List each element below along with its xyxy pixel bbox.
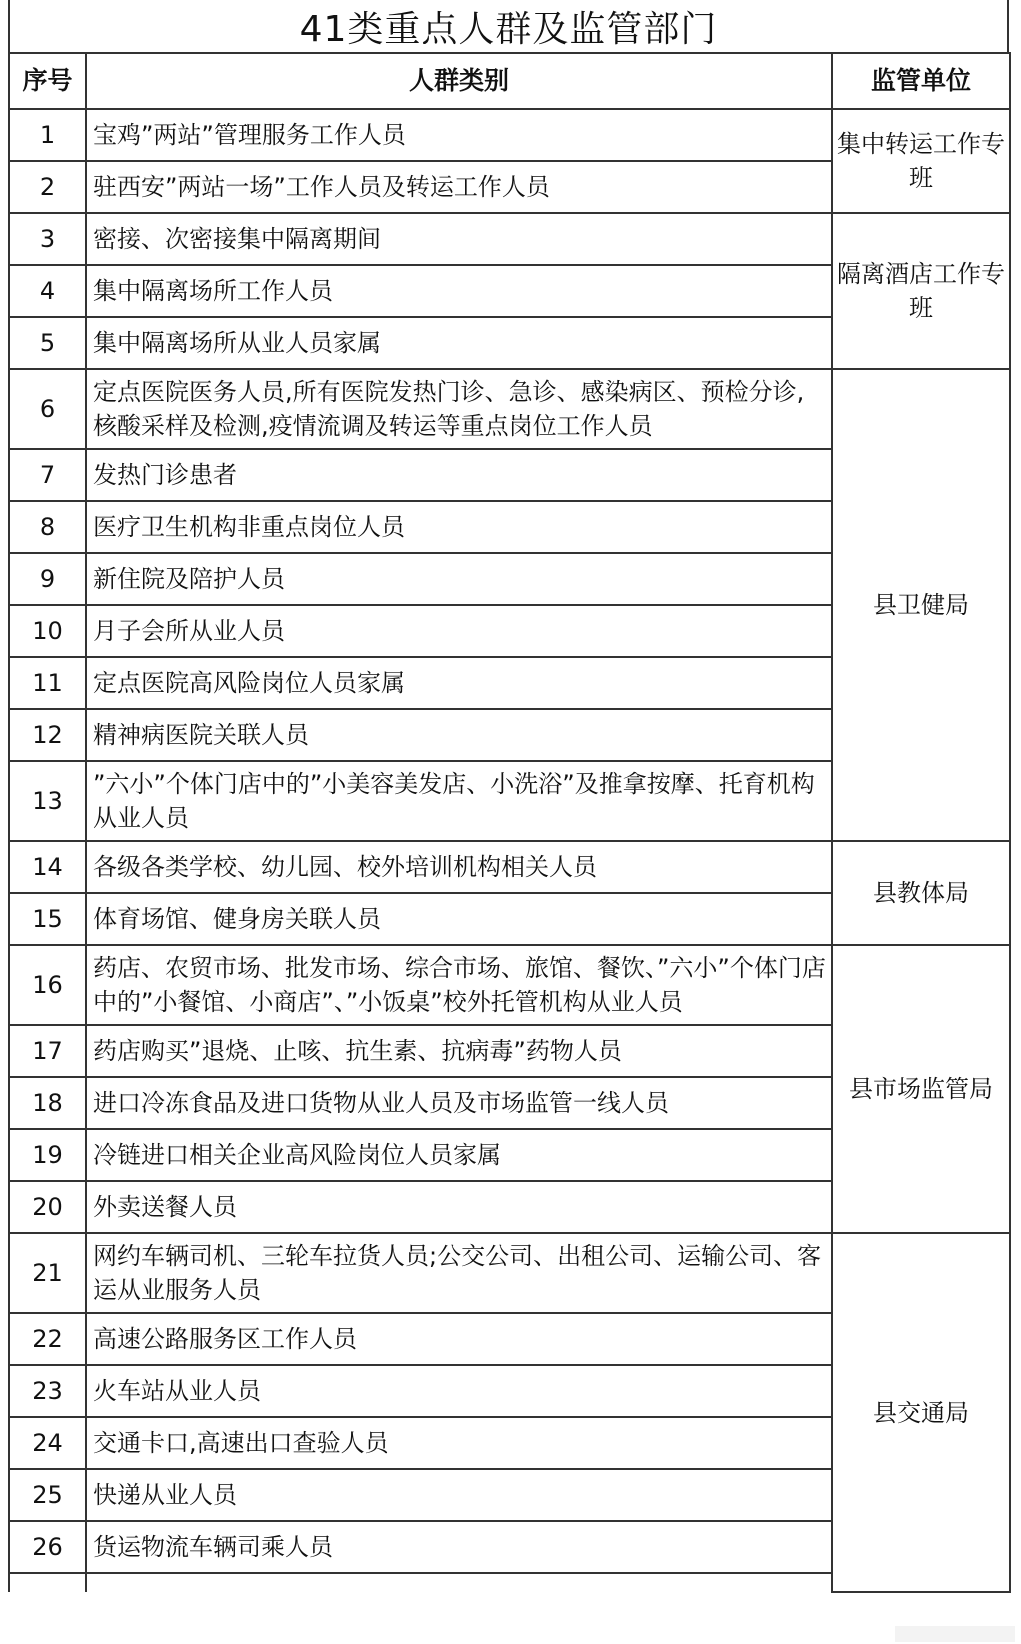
table-row: [9, 109, 1010, 161]
row-number: 23: [9, 1365, 86, 1417]
row-category: 月子会所从业人员: [86, 605, 832, 657]
row-number: 1: [9, 109, 86, 161]
row-category: 新住院及陪护人员: [86, 553, 832, 605]
dept-cell: 隔离酒店工作专班: [832, 213, 1010, 369]
row-number: 17: [9, 1025, 86, 1077]
row-category: 货运物流车辆司乘人员: [86, 1521, 832, 1573]
dept-cell: 集中转运工作专班: [832, 109, 1010, 213]
row-number: 8: [9, 501, 86, 553]
row-category: 精神病医院关联人员: [86, 709, 832, 761]
row-category: 发热门诊患者: [86, 449, 832, 501]
personnel-table: [8, 52, 1011, 1593]
row-category: 集中隔离场所工作人员: [86, 265, 832, 317]
row-number: 19: [9, 1129, 86, 1181]
header-dept: 监管单位: [832, 53, 1010, 109]
table-row: [9, 841, 1010, 893]
row-category: 外卖送餐人员: [86, 1181, 832, 1233]
row-number: 10: [9, 605, 86, 657]
header-row: [9, 53, 1010, 109]
row-category: 体育场馆、健身房关联人员: [86, 893, 832, 945]
dept-cell: 县教体局: [832, 841, 1010, 945]
row-number: 5: [9, 317, 86, 369]
row-category: 定点医院医务人员,所有医院发热门诊、急诊、感染病区、预检分诊,核酸采样及检测,疫情流调及转运等重点岗位工作人员: [86, 369, 832, 449]
row-number: 21: [9, 1233, 86, 1313]
row-category: 高速公路服务区工作人员: [86, 1313, 832, 1365]
row-category-partial: [86, 1573, 832, 1592]
row-category: 火车站从业人员: [86, 1365, 832, 1417]
row-number: 14: [9, 841, 86, 893]
table-row: [9, 945, 1010, 1025]
header-category: 人群类别: [86, 53, 832, 109]
page-title: 41类重点人群及监管部门: [8, 0, 1009, 52]
row-number-partial: [9, 1573, 86, 1592]
row-number: 6: [9, 369, 86, 449]
header-no: 序号: [9, 53, 86, 109]
row-number: 9: [9, 553, 86, 605]
row-category: 交通卡口,高速出口查验人员: [86, 1417, 832, 1469]
table-row: [9, 213, 1010, 265]
row-category: 药店购买”退烧、止咳、抗生素、抗病毒”药物人员: [86, 1025, 832, 1077]
row-number: 12: [9, 709, 86, 761]
bottom-overlay: [895, 1626, 1015, 1642]
row-category: 进口冷冻食品及进口货物从业人员及市场监管一线人员: [86, 1077, 832, 1129]
row-number: 24: [9, 1417, 86, 1469]
row-category: 网约车辆司机、三轮车拉货人员;公交公司、出租公司、运输公司、客 运从业服务人员: [86, 1233, 832, 1313]
row-category: 集中隔离场所从业人员家属: [86, 317, 832, 369]
row-category: 密接、次密接集中隔离期间: [86, 213, 832, 265]
row-category: ”六小”个体门店中的”小美容美发店、小洗浴”及推拿按摩、托育机构从业人员: [86, 761, 832, 841]
table-row: [9, 1233, 1010, 1313]
row-category: 定点医院高风险岗位人员家属: [86, 657, 832, 709]
row-number: 4: [9, 265, 86, 317]
dept-cell: 县卫健局: [832, 369, 1010, 841]
row-category: 快递从业人员: [86, 1469, 832, 1521]
row-number: 7: [9, 449, 86, 501]
row-category: 冷链进口相关企业高风险岗位人员家属: [86, 1129, 832, 1181]
row-number: 15: [9, 893, 86, 945]
dept-cell: 县市场监管局: [832, 945, 1010, 1233]
row-number: 11: [9, 657, 86, 709]
row-number: 22: [9, 1313, 86, 1365]
row-category: 宝鸡”两站”管理服务工作人员: [86, 109, 832, 161]
table-row: [9, 369, 1010, 449]
row-number: 16: [9, 945, 86, 1025]
row-category: 药店、农贸市场、批发市场、综合市场、旅馆、餐饮、”六小”个体门店中的”小餐馆、小商店”、”小饭桌”校外托管机构从业人员: [86, 945, 832, 1025]
row-category: 各级各类学校、幼儿园、校外培训机构相关人员: [86, 841, 832, 893]
row-number: 18: [9, 1077, 86, 1129]
row-category: 医疗卫生机构非重点岗位人员: [86, 501, 832, 553]
row-number: 26: [9, 1521, 86, 1573]
row-number: 25: [9, 1469, 86, 1521]
dept-cell: 县交通局: [832, 1233, 1010, 1592]
row-number: 13: [9, 761, 86, 841]
row-number: 3: [9, 213, 86, 265]
row-number: 2: [9, 161, 86, 213]
row-number: 20: [9, 1181, 86, 1233]
row-category: 驻西安”两站一场”工作人员及转运工作人员: [86, 161, 832, 213]
